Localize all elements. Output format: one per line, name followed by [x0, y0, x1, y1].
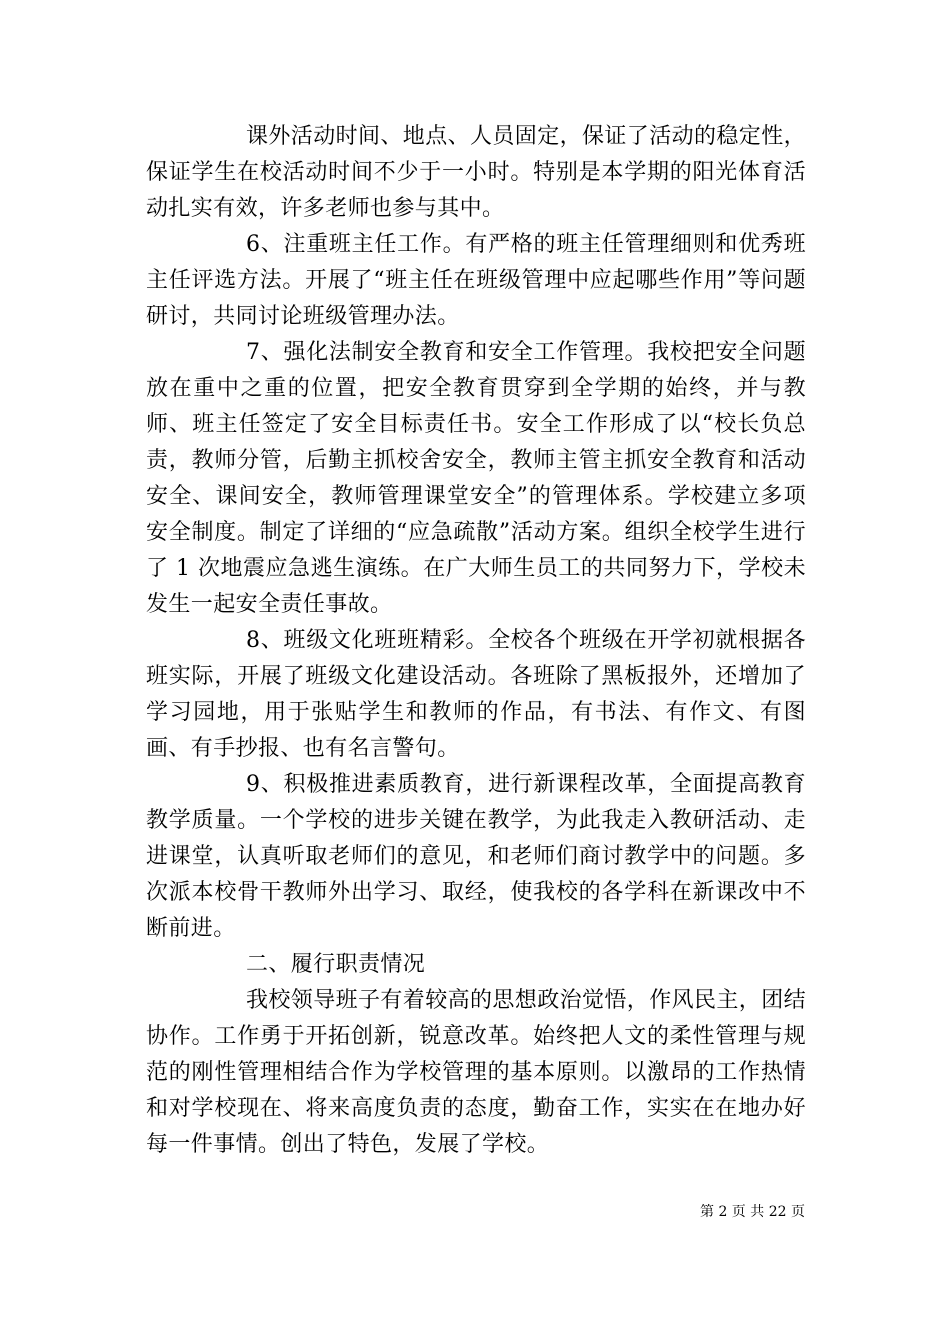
- paragraph-extracurricular: 课外活动时间、地点、人员固定，保证了活动的稳定性，保证学生在校活动时间不少于一小时。特别是本学期的阳光体育活动扎实有效，许多老师也参与其中。: [146, 124, 807, 221]
- paragraph-leadership: 我校领导班子有着较高的思想政治觉悟，作风民主，团结协作。工作勇于开拓创新，锐意改革。始终把人文的柔性管理与规范的刚性管理相结合作为学校管理的基本原则。以激昂的工作热情和对学校现在、将来高度负责的态度，勤奋工作，实实在在地办好每一件事情。创出了特色，发展了学校。: [146, 988, 807, 1157]
- paragraph-safety-education: 7、强化法制安全教育和安全工作管理。我校把安全问题放在重中之重的位置，把安全教育贯穿到全学期的始终，并与教师、班主任签定了安全目标责任书。安全工作形成了以“校长负总责，教师分管，后勤主抓校舍安全，教师主管主抓安全教育和活动安全、课间安全，教师管理课堂安全”的管理体系。学校建立多项安全制度。制定了详细的“应急疏散”活动方案。组织全校学生进行了 1 次地震应急逃生演练。在广大师生员工的共同努力下，学校未发生一起安全责任事故。: [146, 340, 806, 617]
- page-number-footer: 第 2 页 共 22 页: [700, 1204, 805, 1220]
- document-body: [146, 119, 806, 1163]
- section-heading-duties: 二、履行职责情况: [246, 952, 426, 977]
- paragraph-class-culture: 8、班级文化班班精彩。全校各个班级在开学初就根据各班实际，开展了班级文化建设活动。各班除了黑板报外，还增加了学习园地，用于张贴学生和教师的作品，有书法、有作文、有图画、有手抄报、也有名言警句。: [146, 628, 806, 761]
- paragraph-head-teacher: 6、注重班主任工作。有严格的班主任管理细则和优秀班主任评选方法。开展了“班主任在班级管理中应起哪些作用”等问题研讨，共同讨论班级管理办法。: [146, 232, 806, 329]
- paragraph-quality-education: 9、积极推进素质教育，进行新课程改革，全面提高教育教学质量。一个学校的进步关键在教学，为此我走入教研活动、走进课堂，认真听取老师们的意见，和老师们商讨教学中的问题。多次派本校骨干教师外出学习、取经，使我校的各学科在新课改中不断前进。: [146, 772, 806, 941]
